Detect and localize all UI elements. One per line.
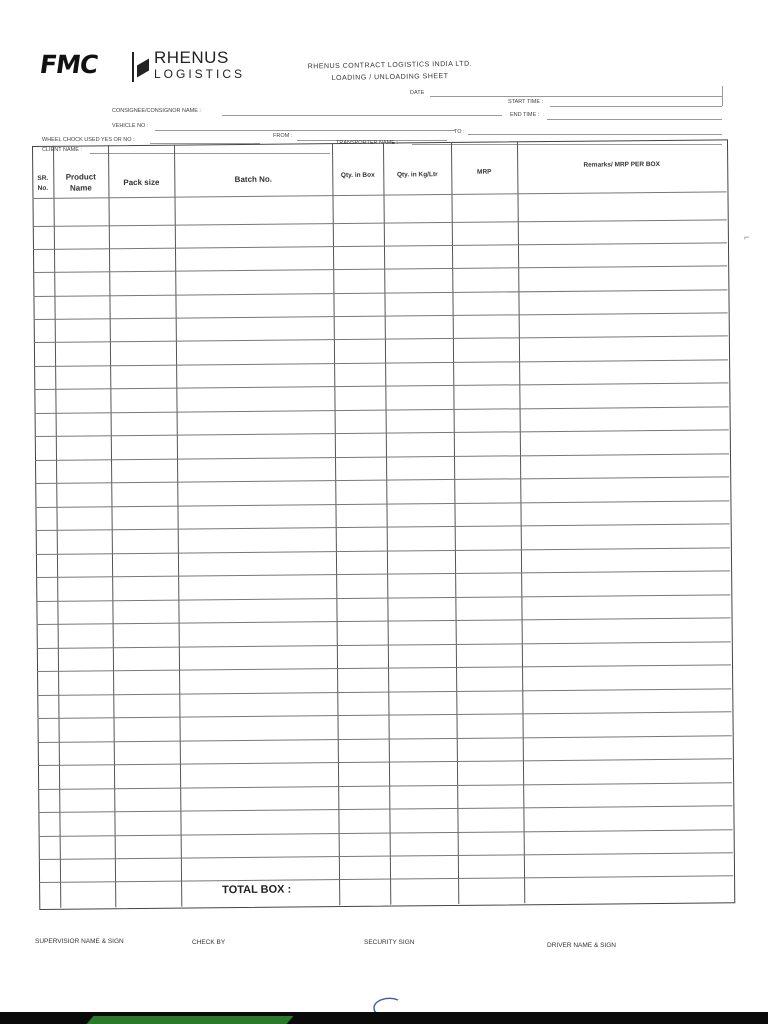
start-time-label: START TIME : bbox=[508, 99, 544, 105]
header-remarks: Remarks/ MRP PER BOX bbox=[583, 160, 660, 169]
date-line bbox=[430, 96, 722, 97]
header-sr-line2: No. bbox=[37, 184, 49, 192]
end-time-label: END TIME : bbox=[510, 112, 540, 118]
wheel-chock-label: WHEEL CHOCK USED YES OR NO : bbox=[42, 137, 135, 143]
rhenus-logo bbox=[132, 48, 246, 88]
to-label: TO : bbox=[454, 129, 465, 135]
fmc-logo: FMC bbox=[37, 50, 100, 79]
consignee-line bbox=[222, 115, 502, 116]
driver-sign-label: DRIVER NAME & SIGN bbox=[547, 942, 616, 949]
green-surface bbox=[87, 1016, 294, 1024]
total-box-label: TOTAL BOX : bbox=[222, 883, 292, 897]
rhenus-mark-icon bbox=[132, 52, 152, 82]
header-product-line1: Product bbox=[65, 172, 96, 182]
rhenus-logo-text: RHENUS bbox=[154, 48, 229, 67]
company-name: RHENUS CONTRACT LOGISTICS INDIA LTD. bbox=[307, 60, 473, 71]
start-time-line bbox=[550, 106, 722, 107]
supervisor-sign-label: SUPERVISIOR NAME & SIGN bbox=[35, 938, 124, 945]
header-batch-no: Batch No. bbox=[234, 174, 273, 185]
margin-mark-icon: ⌐ bbox=[744, 232, 750, 242]
check-by-label: CHECK BY bbox=[192, 939, 226, 946]
sheet-title: LOADING / UNLOADING SHEET bbox=[331, 72, 449, 83]
header-product-name bbox=[53, 171, 108, 194]
header-sr-line1: SR. bbox=[37, 174, 49, 182]
header-pack-size: Pack size bbox=[123, 177, 160, 188]
to-line bbox=[468, 134, 722, 135]
transporter-label: TRANSPORTER NAME : bbox=[336, 140, 398, 146]
loading-table bbox=[32, 139, 735, 910]
from-label: FROM : bbox=[273, 133, 293, 139]
consignee-label: CONSIGNEE/CONSIGNOR NAME : bbox=[112, 108, 201, 114]
header-qty-box: Qty. in Box bbox=[340, 171, 375, 180]
header-product-line2: Name bbox=[69, 183, 92, 193]
security-sign-label: SECURITY SIGN bbox=[364, 939, 415, 946]
document-header bbox=[270, 58, 510, 86]
end-time-line bbox=[547, 119, 722, 120]
date-label: DATE bbox=[410, 90, 425, 96]
header-sr-no bbox=[32, 174, 53, 194]
photo-bottom-edge bbox=[0, 1012, 768, 1024]
logistics-logo-text: LOGISTICS bbox=[154, 67, 246, 81]
date-box-edge bbox=[722, 86, 723, 106]
header-mrp: MRP bbox=[477, 168, 492, 176]
vehicle-no-line bbox=[155, 130, 455, 131]
header-qty-kg: Qty. in Kg/Ltr bbox=[396, 171, 438, 179]
client-name-label: CLIENT NAME : bbox=[42, 147, 82, 153]
vehicle-no-label: VEHICLE NO : bbox=[112, 123, 149, 129]
